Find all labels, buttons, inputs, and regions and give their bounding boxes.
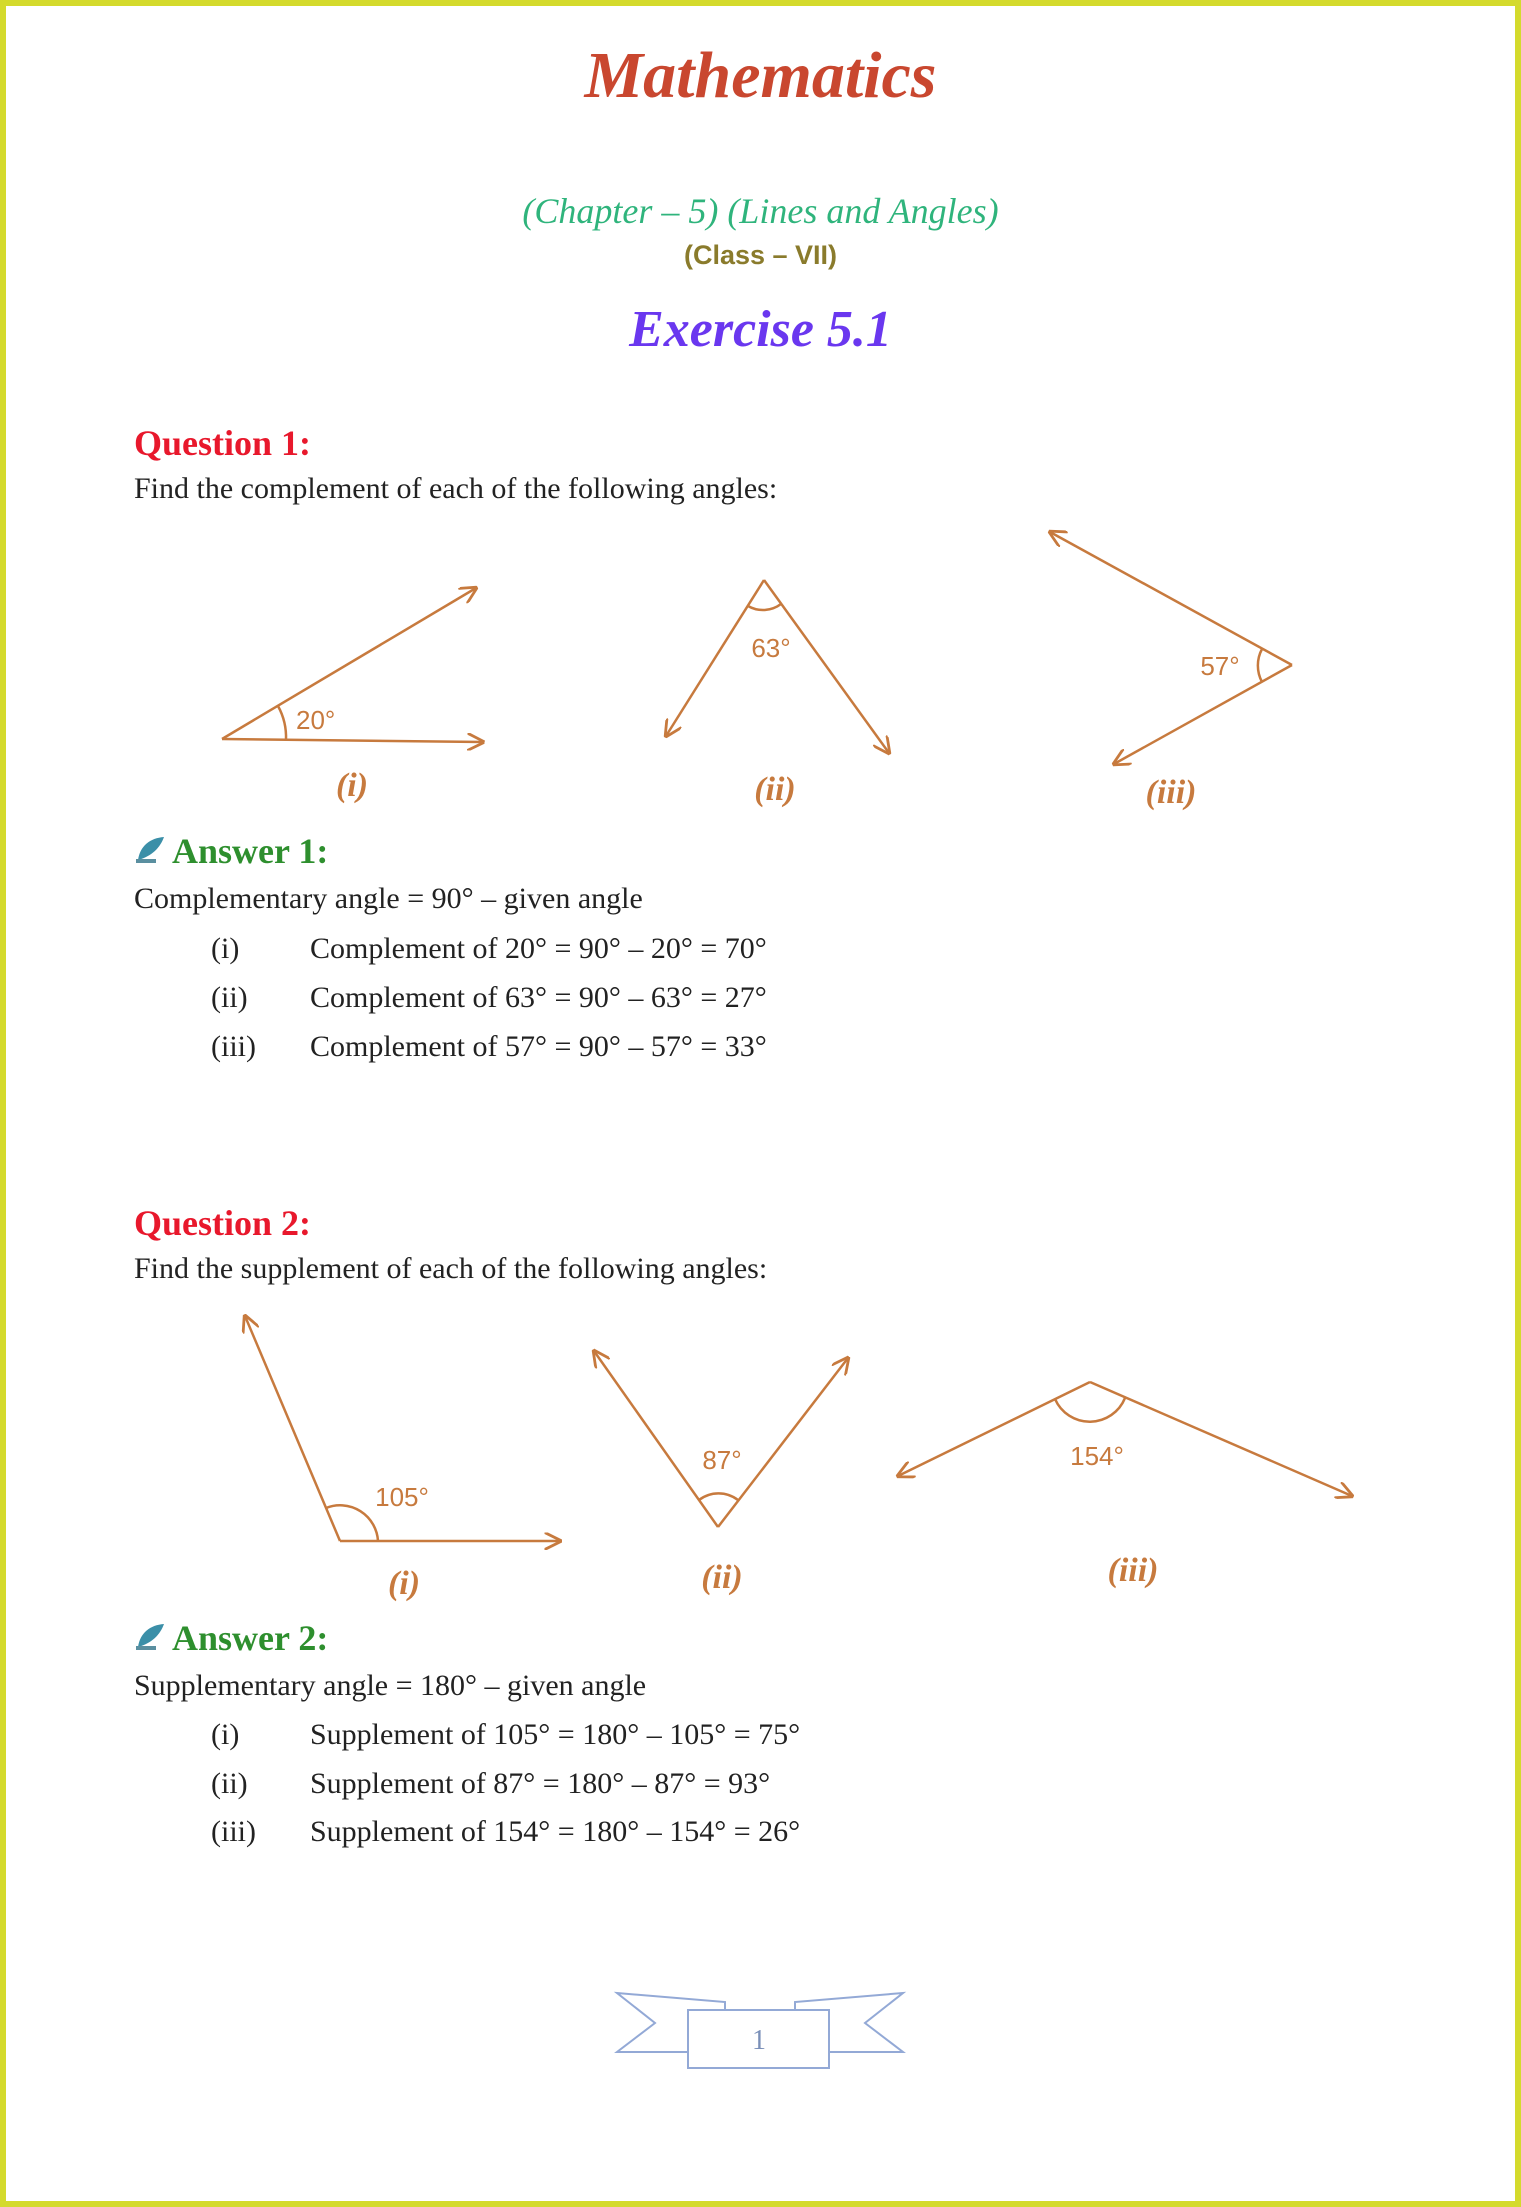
q2-fig3-arc	[1055, 1398, 1125, 1422]
answer-leaf-icon	[134, 834, 166, 866]
q2-fig3-angle: 154°	[1070, 1441, 1124, 1471]
answer-1-formula: Complementary angle = 90° – given angle	[134, 882, 643, 915]
q2-fig2-angle: 87°	[702, 1445, 742, 1475]
answer-2-row: Supplement of 87° = 180° – 87° = 93°	[310, 1767, 771, 1800]
answer-2-formula: Supplementary angle = 180° – given angle	[134, 1669, 647, 1702]
q2-fig2-label: (ii)	[701, 1559, 743, 1596]
answer-1-row: Complement of 57° = 90° – 57° = 33°	[310, 1030, 767, 1063]
answer-2-row-num: (ii)	[211, 1767, 248, 1800]
q2-fig3-ray-right	[1090, 1382, 1352, 1496]
class-heading: (Class – VII)	[683, 240, 838, 270]
q2-fig1-angle: 105°	[375, 1482, 429, 1512]
q1-fig1-angle: 20°	[296, 705, 336, 735]
q1-fig2-angle: 63°	[751, 633, 791, 663]
answer-1-row-num: (ii)	[211, 981, 248, 1014]
q1-fig3-label: (iii)	[1145, 774, 1197, 811]
question-2-text: Find the supplement of each of the following angles:	[134, 1252, 768, 1285]
q1-fig3-ray-upper	[1050, 532, 1292, 665]
question-2-heading: Question 2:	[134, 1203, 312, 1243]
page-title: Mathematics	[584, 39, 937, 112]
chapter-heading: (Chapter – 5) (Lines and Angles)	[522, 191, 999, 231]
exercise-heading: Exercise 5.1	[629, 301, 892, 358]
q1-fig2-ray-left	[666, 580, 764, 736]
q1-fig3-arc	[1258, 649, 1262, 682]
q2-fig2-arc	[699, 1493, 738, 1500]
answer-2-row-num: (i)	[211, 1718, 240, 1751]
q1-fig1-label: (i)	[335, 767, 369, 804]
q1-fig1-ray-lower	[222, 739, 483, 742]
q1-fig2-ray-right	[764, 580, 889, 753]
answer-2-row: Supplement of 105° = 180° – 105° = 75°	[310, 1718, 801, 1751]
answer-1-row-num: (iii)	[211, 1030, 256, 1063]
q1-fig3-angle: 57°	[1200, 651, 1240, 681]
q2-fig3-ray-left	[898, 1382, 1090, 1476]
answer-1-row-num: (i)	[211, 932, 240, 965]
q1-fig2-arc	[748, 604, 781, 610]
answer-2-row-num: (iii)	[211, 1815, 256, 1848]
q2-fig2-ray-right	[718, 1358, 848, 1527]
answer-1-heading: Answer 1:	[172, 831, 329, 871]
question-1-text: Find the complement of each of the following angles:	[134, 472, 778, 505]
answer-1-row: Complement of 20° = 90° – 20° = 70°	[310, 932, 767, 965]
q2-fig2-ray-left	[594, 1351, 718, 1527]
q1-fig1-arc	[278, 706, 286, 740]
answer-1-row: Complement of 63° = 90° – 63° = 27°	[310, 981, 767, 1014]
question-1-heading: Question 1:	[134, 423, 312, 463]
page-number: 1	[752, 2025, 766, 2056]
q2-fig3-label: (iii)	[1107, 1552, 1159, 1589]
answer-leaf-icon	[134, 1621, 166, 1653]
q1-fig1-ray-upper	[222, 588, 476, 739]
q2-fig1-label: (i)	[387, 1565, 421, 1602]
q1-fig2-label: (ii)	[754, 771, 796, 808]
answer-2-heading: Answer 2:	[172, 1618, 329, 1658]
answer-2-row: Supplement of 154° = 180° – 154° = 26°	[310, 1815, 801, 1848]
